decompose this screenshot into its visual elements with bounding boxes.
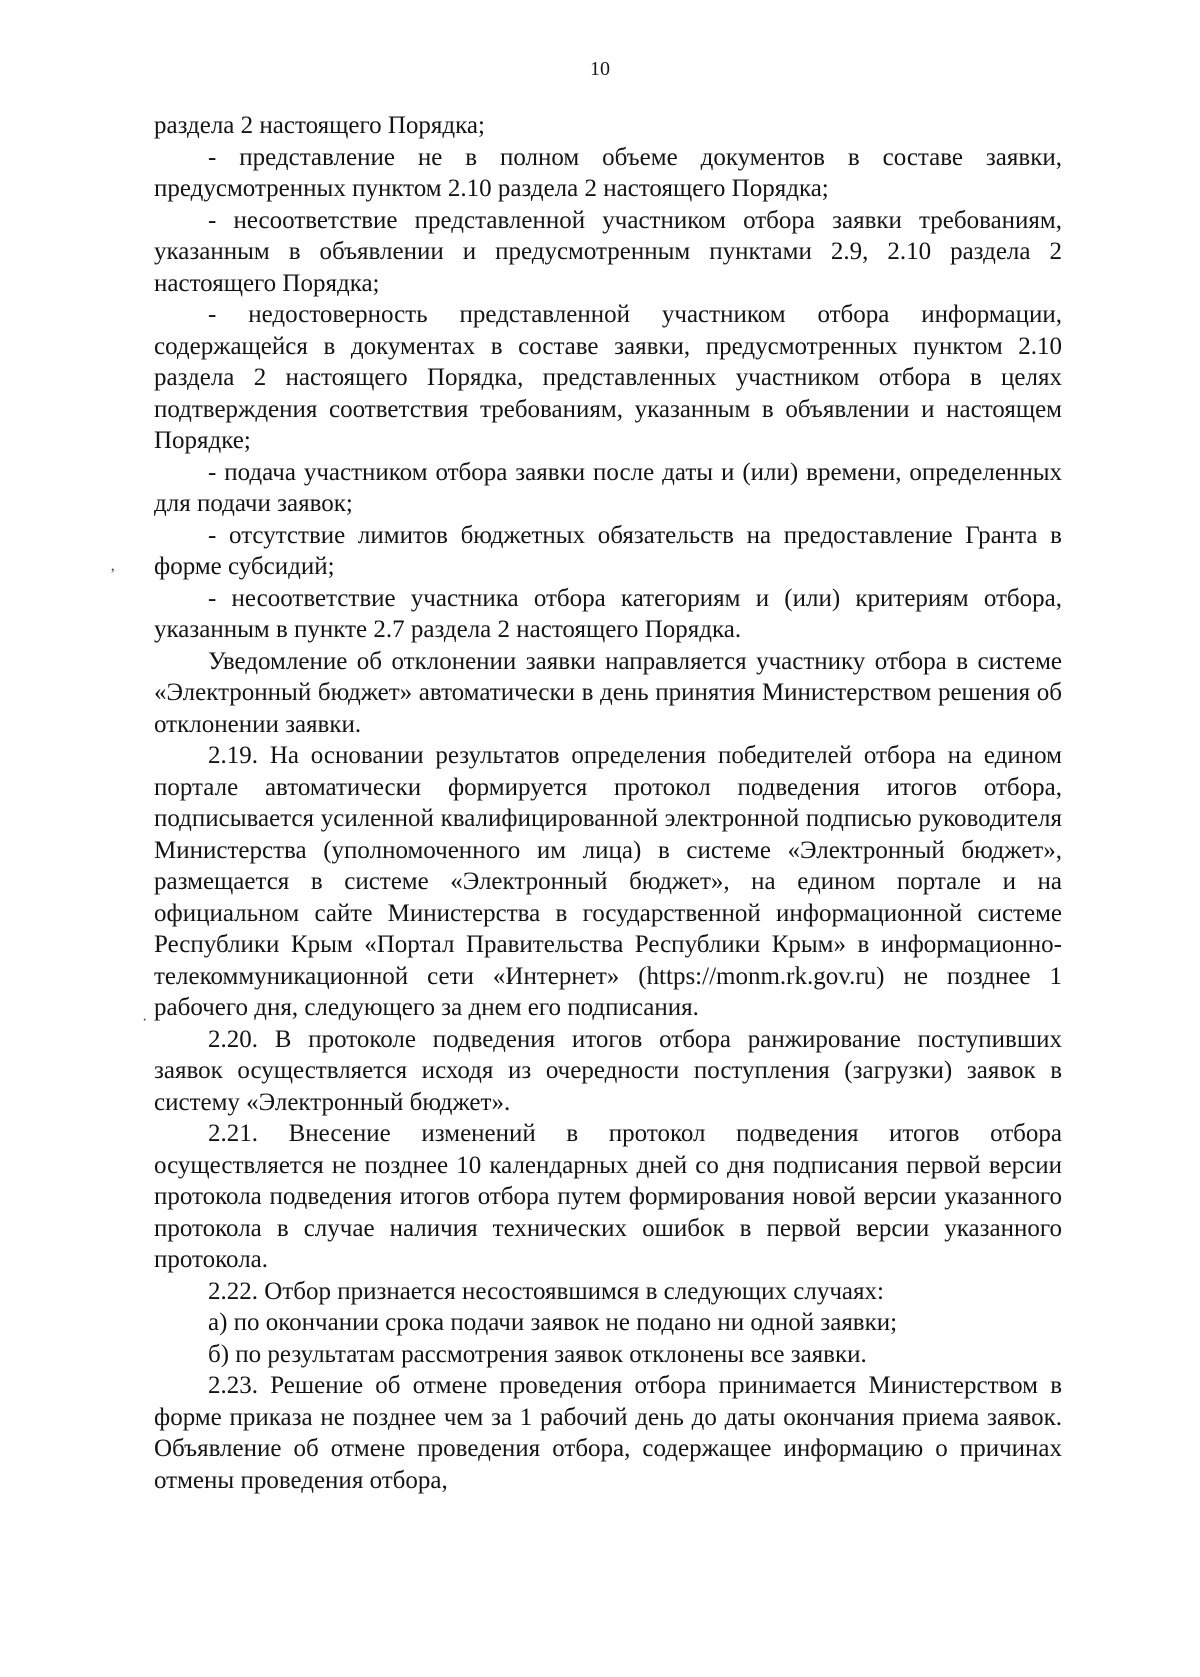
list-item-incomplete-documents: - представление не в полном объеме документов в составе заявки, предусмотренных пунктом 2.10 раздела 2 настоящего Порядка; [154, 143, 1062, 202]
paragraph-continuation: раздела 2 настоящего Порядка; [154, 112, 485, 139]
scan-speck: · [142, 1012, 148, 1029]
clause-2-23: 2.23. Решение об отмене проведения отбора принимается Министерством в форме приказа не позднее чем за 1 рабочий день до даты окончания приема заявок. Объявление об отмене проведения отбора, содержащее информацию о причинах отмены проведения отбора, [154, 1372, 1062, 1494]
clause-2-21: 2.21. Внесение изменений в протокол подведения итогов отбора осуществляется не позднее 10 календарных дней со дня подписания первой версии протокола подведения итогов отбора путем формирования новой версии указанного протокола в случае наличия технических ошибок в первой версии указанного протокола. [154, 1120, 1062, 1273]
paragraph-rejection-notice: Уведомление об отклонении заявки направляется участнику отбора в системе «Электронный бюджет» автоматически в день принятия Министерством решения об отклонении заявки. [154, 647, 1062, 738]
list-item-no-budget-limits: - отсутствие лимитов бюджетных обязательств на предоставление Гранта в форме субсидий; [154, 521, 1062, 580]
clause-2-22: 2.22. Отбор признается несостоявшимся в следующих случаях: [208, 1277, 884, 1305]
clause-2-22-b: б) по результатам рассмотрения заявок отклонены все заявки. [208, 1340, 867, 1368]
page-number: 10 [590, 58, 610, 80]
list-item-category-mismatch: - несоответствие участника отбора категориям и (или) критериям отбора, указанным в пункте 2.7 раздела 2 настоящего Порядка. [154, 584, 1062, 643]
scan-speck: ʼ [110, 566, 116, 583]
clause-2-20: 2.20. В протоколе подведения итогов отбора ранжирование поступивших заявок осуществляется исходя из очередности поступления (загрузки) заявок в систему «Электронный бюджет». [154, 1025, 1062, 1116]
clause-2-22-a: а) по окончании срока подачи заявок не подано ни одной заявки; [208, 1309, 898, 1336]
document-body [154, 110, 1062, 1496]
list-item-unreliable-information: - недостоверность представленной участником отбора информации, содержащейся в документах в составе заявки, предусмотренных пунктом 2.10 раздела 2 настоящего Порядка, представленных участником отбора в целях подтверждения соответствия требованиям, указанным в объявлении и настоящем Порядке; [154, 301, 1062, 454]
list-item-late-submission: - подача участником отбора заявки после даты и (или) времени, определенных для подачи заявок; [154, 458, 1062, 517]
list-item-nonconformity: - несоответствие представленной участником отбора заявки требованиям, указанным в объявлении и предусмотренным пунктами 2.9, 2.10 раздела 2 настоящего Порядка; [154, 206, 1062, 297]
clause-2-19: 2.19. На основании результатов определения победителей отбора на едином портале автоматически формируется протокол подведения итогов отбора, подписывается усиленной квалифицированной электронной подписью руководителя Министерства (уполномоченного им лица) в системе «Электронный бюджет», размещается в системе «Электронный бюджет», на едином портале и на официальном сайте Министерства в государственной информационной системе Республики Крым «Портал Правительства Республики Крым» в информационно-телекоммуникационной сети «Интернет» (https://monm.rk.gov.ru) не позднее 1 рабочего дня, следующего за днем его подписания. [154, 742, 1062, 1021]
